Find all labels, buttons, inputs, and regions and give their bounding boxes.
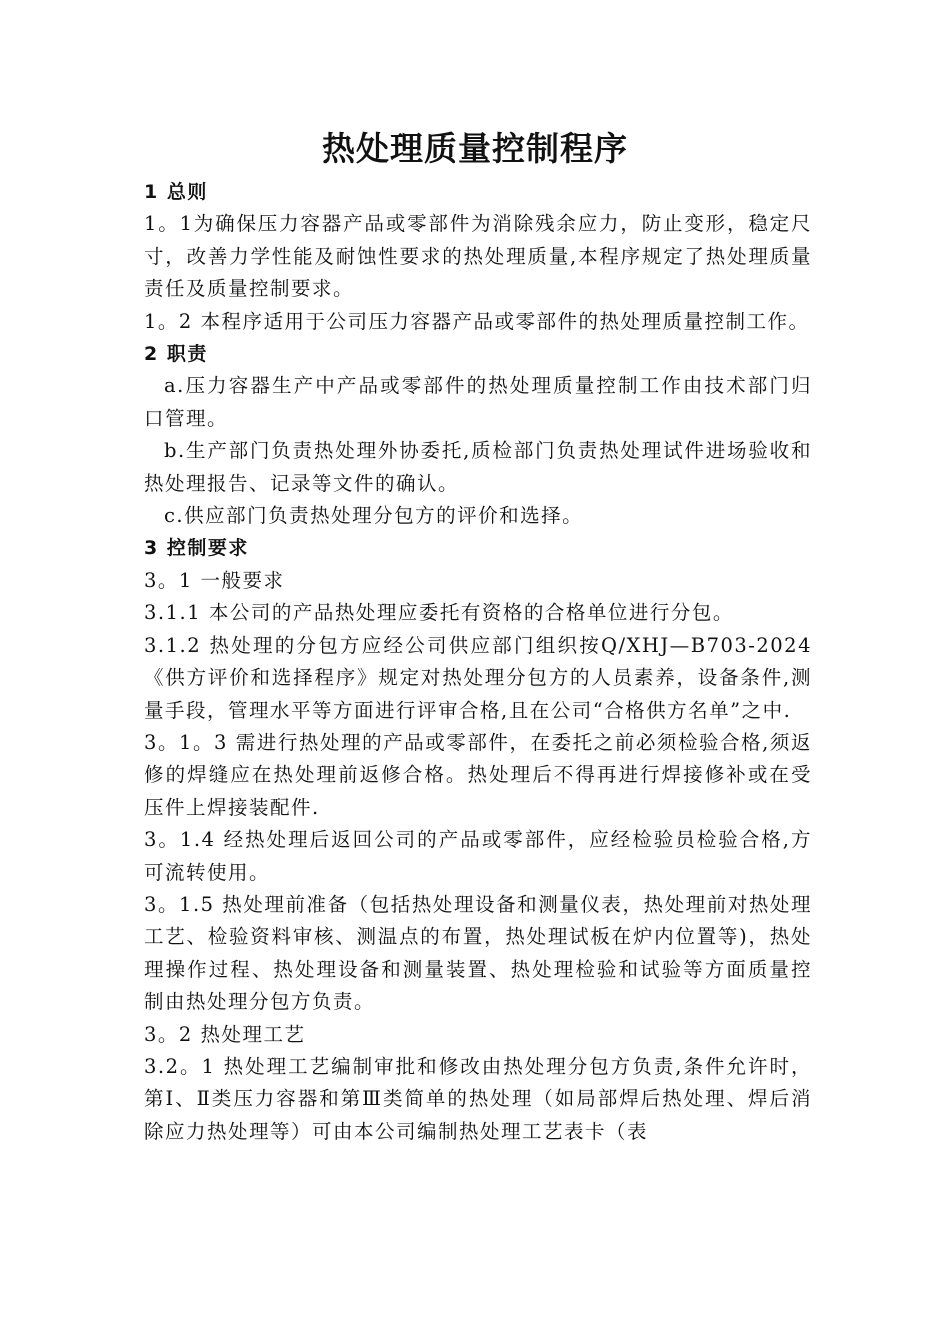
- section-heading-1: 1 总则: [144, 181, 208, 203]
- paragraph-2-a: a.压力容器生产中产品或零部件的热处理质量控制工作由技术部门归口管理。: [144, 374, 812, 430]
- paragraph-3-1-3: 3。1。3 需进行热处理的产品或零部件，在委托之前必须检验合格,须返修的焊缝应在热处理前返修合格。热处理后不得再进行焊接修补或在受压件上焊接装配件.: [144, 730, 812, 819]
- paragraph-1-1: 1。1为确保压力容器产品或零部件为消除残余应力，防止变形，稳定尺寸，改善力学性能及耐蚀性要求的热处理质量,本程序规定了热处理质量责任及质量控制要求。: [144, 212, 812, 301]
- section-heading-2: 2 职责: [144, 343, 208, 366]
- paragraph-3-1-5: 3。1.5 热处理前准备（包括热处理设备和测量仪表，热处理前对热处理工艺、检验资料审核、测温点的布置，热处理试板在炉内位置等)，热处理操作过程、热处理设备和测量装置、热处理检验和试验等方面质量控制由热处理分包方负责。: [144, 892, 812, 1014]
- paragraph-3-1-1: 3.1.1 本公司的产品热处理应委托有资格的合格单位进行分包。: [144, 601, 734, 625]
- paragraph-3-1-2: 3.1.2 热处理的分包方应经公司供应部门组织按Q/XHJ—B703-2024《供方评价和选择程序》规定对热处理分包方的人员素养，设备条件,测量手段，管理水平等方面进行评审合格,且在公司“合格供方名单”之中.: [144, 633, 812, 722]
- paragraph-1-2: 1。2 本程序适用于公司压力容器产品或零部件的热处理质量控制工作。: [144, 309, 810, 333]
- paragraph-3-2: 3。2 热处理工艺: [144, 1022, 306, 1046]
- paragraph-3-1: 3。1 一般要求: [144, 568, 285, 592]
- document-body: [144, 176, 812, 1148]
- document-title: 热处理质量控制程序: [322, 129, 628, 168]
- paragraph-2-b: b.生产部门负责热处理外协委托,质检部门负责热处理试件进场验收和热处理报告、记录等文件的确认。: [144, 439, 812, 495]
- paragraph-3-2-1: 3.2。1 热处理工艺编制审批和修改由热处理分包方负责,条件允许时，第Ⅰ、Ⅱ类压力容器和第Ⅲ类简单的热处理（如局部焊后热处理、焊后消除应力热处理等）可由本公司编制热处理工艺表卡（表: [144, 1054, 812, 1143]
- section-heading-3: 3 控制要求: [144, 537, 249, 560]
- paragraph-3-1-4: 3。1.4 经热处理后返回公司的产品或零部件，应经检验员检验合格,方可流转使用。: [144, 828, 812, 884]
- paragraph-2-c: c.供应部门负责热处理分包方的评价和选择。: [164, 504, 584, 528]
